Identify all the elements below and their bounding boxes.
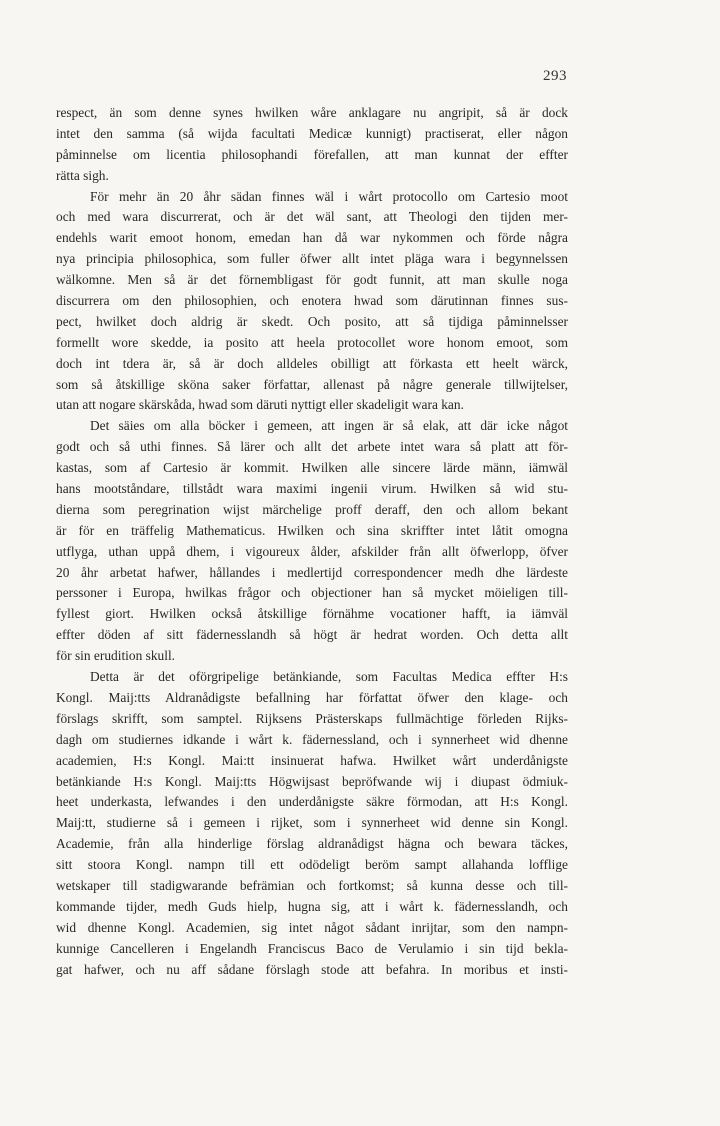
text-line: perssoner i Europa, hwilkas frågor och objectioner han så mycket möieligen till- <box>56 585 568 601</box>
text-line: endehls warit emoot honom, emedan han då war nykommen och förde några <box>56 230 568 246</box>
text-line: kommande tijder, medh Guds hielp, hugna sig, att i wårt k. fädernesslandh, och <box>56 898 568 914</box>
text-line: hans mootståndare, tillstådt wara maximi ingenii virum. Hwilken så wid stu- <box>56 481 568 497</box>
text-line: För mehr än 20 åhr sädan finnes wäl i wårt protocollo om Cartesio moot <box>90 188 568 204</box>
text-line: wälkomne. Men så är det förnembligast för godt funnit, att man skulle noga <box>56 272 568 288</box>
text-line: doch int tdera är, så är doch alldeles obilligt att förkasta ett heelt wärck, <box>56 355 568 371</box>
text-line: är för en träffelig Mathematicus. Hwilken och sina skriffter intet låtit omogna <box>56 522 568 538</box>
text-line: förslags skrifft, som samptel. Rijksens Prästerskaps fullmächtige förleden Rijks- <box>56 710 568 726</box>
text-line: pect, hwilket doch aldrig är skedt. Och posito, att så tijdiga påminnelsser <box>56 313 568 329</box>
text-line: och med wara discurrerat, och är det wäl sant, att Theologi den tijden mer- <box>56 209 568 225</box>
text-line: heet underkasta, lefwandes i den underdånigste säkre förmodan, att H:s Kongl. <box>56 794 568 810</box>
text-line: Maij:tt, studierne så i gemeen i rijket, som i synnerheet wid denne sin Kongl. <box>56 815 568 831</box>
text-line: Detta är det oförgripelige betänkiande, som Facultas Medica effter H:s <box>90 669 568 685</box>
text-line: nya principia philosophica, som fuller öfwer allt intet pläga wara i begynnelssen <box>56 251 568 267</box>
text-block <box>56 103 568 980</box>
text-line: 20 åhr arbetat hafwer, hållandes i medlertijd correspondencer medh dhe lärdeste <box>56 564 568 580</box>
text-line: betänkiande H:s Kongl. Maij:tts Högwijsast bepröfwande wij i diupast ödmiuk- <box>56 773 568 789</box>
text-line: wid dhenne Kongl. Academien, sig intet något sådant inrijtar, som den nampn- <box>56 919 568 935</box>
text-line: dierna som peregrination wijst märchelige proff deraff, den och allom bekant <box>56 501 568 517</box>
page-number: 293 <box>543 68 567 84</box>
text-line: utan att nogare skärskåda, hwad som däruti nyttigt eller skadeligit wara kan. <box>56 397 464 413</box>
text-line: utflyga, uthan uppå dhem, i vigoureux ålder, afskilder från allt öfwerlopp, öfver <box>56 543 568 559</box>
text-line: respect, än som denne synes hwilken wåre anklagare nu angripit, så är dock <box>56 105 568 120</box>
text-line: som så åtskillige sköna saker författar, allenast på någre generale tillwijtelser, <box>56 376 568 392</box>
text-line: fyllest giort. Hwilken också åtskillige förnähme vocationer hafft, ia iämväl <box>56 606 568 622</box>
text-line: academien, H:s Kongl. Mai:tt insinuerat hafwa. Hwilket wårt underdånigste <box>56 752 568 768</box>
text-line: godt och så uthi finnes. Så lärer och allt det arbete intet wara så platt att för- <box>56 439 568 455</box>
text-line: dagh om studiernes idkande i wårt k. fädernessland, och i synnerheet wid dhenne <box>56 731 568 747</box>
text-line: wetskaper till stadigwarande befrämian och fortkomst; så kunna desse och till- <box>56 877 568 893</box>
text-line: Kongl. Maij:tts Aldranådigste befallning har författat öfwer den klage- och <box>56 689 568 705</box>
text-line: effter döden af sitt fädernesslandh så högt är hedrat worden. Och detta allt <box>56 627 568 643</box>
paragraph <box>56 187 568 417</box>
text-line: Det säies om alla böcker i gemeen, att ingen är så elak, att där icke något <box>90 418 568 434</box>
text-line: för sin erudition skull. <box>56 648 176 664</box>
paragraph <box>56 667 568 980</box>
text-line: kastas, som af Cartesio är kommit. Hwilken alle sincere lärde männ, iämwäl <box>56 460 568 476</box>
text-line: Academie, från alla hinderlige förslag aldranådigst hägna och bewara täckes, <box>56 836 568 852</box>
text-line: påminnelse om licentia philosophandi förefallen, att man kunnat der effter <box>56 146 568 162</box>
text-line: discurrera om den philosophien, och enotera hwad som därutinnan finnes sus- <box>56 293 568 309</box>
text-line: gat hafwer, och nu aff sådane förslagh stode att befahra. In moribus et insti- <box>56 961 568 977</box>
text-line: formellt wore skedde, ia posito att heela protocollet wore honom emoot, som <box>56 334 568 350</box>
paragraph <box>56 416 568 667</box>
text-line: sitt stoora Kongl. nampn till ett odödeligt beröm sampt allahanda lofflige <box>56 857 568 873</box>
text-line: intet den samma (så wijda facultati Medicæ kunnigt) practiserat, eller någon <box>56 125 568 141</box>
paragraph <box>56 103 568 187</box>
text-line: rätta sigh. <box>56 167 109 183</box>
text-line: kunnige Cancelleren i Engelandh Franciscus Baco de Verulamio i sin tijd bekla- <box>56 940 568 956</box>
